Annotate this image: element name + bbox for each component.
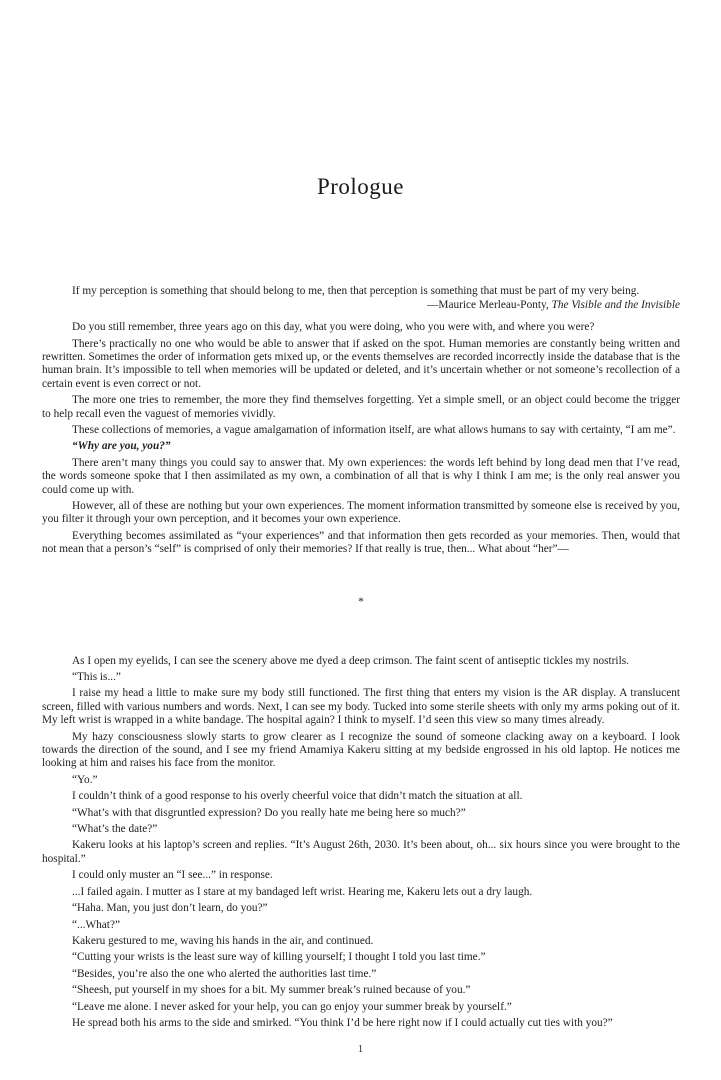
scene-separator: * (358, 595, 364, 608)
paragraph: Do you still remember, three years ago on this day, what you were doing, who you were with, and where you were? (72, 321, 595, 334)
paragraph: My hazy consciousness slowly starts to grow clearer as I recognize the sound of someone clacking away on a keyboard. I look towards the direction of the sound, and I see my friend Amamiya Kakeru sitting at my bedside engrossed in his old laptop. He notices me looking at him and raises his face from the monitor. (42, 730, 680, 770)
paragraph: He spread both his arms to the side and smirked. “You think I’d be here right now if I could actually cut ties with you?” (72, 1016, 613, 1029)
paragraph: The more one tries to remember, the more they find themselves forgetting. Yet a simple smell, or an object could become the trigger to help recall even the vaguest of memories vividly. (42, 394, 680, 420)
paragraph: “What’s the date?” (72, 823, 158, 836)
paragraph: “Besides, you’re also the one who alerted the authorities last time.” (72, 967, 377, 980)
paragraph: “Cutting your wrists is the least sure way of killing yourself; I thought I told you last time.” (72, 951, 486, 964)
paragraph: Everything becomes assimilated as “your experiences” and that information then gets recorded as your memories. Then, would that not mean that a person’s “self” is comprised of only their memories? If that really is true, then... What about “her”— (42, 529, 680, 556)
text-block (42, 285, 680, 1030)
epigraph (42, 285, 680, 312)
paragraph: “Sheesh, put yourself in my shoes for a bit. My summer break’s ruined because of you.” (72, 984, 471, 997)
paragraph: These collections of memories, a vague amalgamation of information itself, are what allows humans to say with certainty, “I am me”. (72, 423, 676, 436)
paragraph: I raise my head a little to make sure my body still functioned. The first thing that enters my vision is the AR display. A translucent screen, filled with various numbers and words. Next, I can see my body. Tucked into some sterile sheets with only my arms poking out of it. My left wrist is wrapped in a white bandage. The hospital again? I think to myself. I’d seen this view so many times already. (42, 687, 680, 727)
chapter-title: Prologue (316, 174, 405, 199)
paragraph: I could only muster an “I see...” in response. (72, 869, 273, 882)
epigraph-attribution-author: —Maurice Merleau-Ponty, (427, 298, 552, 311)
paragraph: “Haha. Man, you just don’t learn, do you?” (72, 902, 268, 915)
epigraph-attribution (42, 299, 680, 312)
paragraph: ...I failed again. I mutter as I stare at my bandaged left wrist. Hearing me, Kakeru lets out a dry laugh. (72, 885, 533, 898)
paragraph: There aren’t many things you could say to answer that. My own experiences: the words left behind by long dead men that I’ve read, the words someone spoke that I then assimilated as my own, a combination of all that is why I think I am me; is the only real answer you could come up with. (42, 456, 680, 496)
paragraph: “Leave me alone. I never asked for your help, you can go enjoy your summer break by yourself.” (72, 1000, 512, 1013)
epigraph-quote: If my perception is something that should belong to me, then that perception is something that must be part of my very being. (72, 285, 640, 298)
paragraph: “Yo.” (72, 773, 98, 786)
paragraph: As I open my eyelids, I can see the scenery above me dyed a deep crimson. The faint scent of antiseptic tickles my nostrils. (72, 654, 629, 667)
paragraph: There’s practically no one who would be able to answer that if asked on the spot. Human memories are constantly being written and rewritten. Sometimes the order of information gets mixed up, or the events themselves are recorded incorrectly inside the database that is the human brain. It’s impossible to tell when memories will be updated or deleted, and it’s uncertain whether or not someone’s recollection of a certain event is even correct or not. (42, 337, 680, 390)
paragraph: “Why are you, you?” (72, 440, 171, 453)
section-hospital (42, 655, 680, 1031)
epigraph-attribution-work-title: The Visible and the Invisible (551, 298, 680, 311)
paragraph: Kakeru looks at his laptop’s screen and replies. “It’s August 26th, 2030. It’s been about, oh... six hours since you were brought to the hospital.” (42, 839, 680, 865)
paragraph: “...What?” (72, 918, 120, 931)
paragraph: “What’s with that disgruntled expression? Do you really hate me being here so much?” (72, 806, 466, 819)
paragraph: I couldn’t think of a good response to his overly cheerful voice that didn’t match the situation at all. (72, 790, 523, 803)
paragraph: However, all of these are nothing but your own experiences. The moment information transmitted by someone else is received by you, you filter it through your own perception, and it becomes your own experience. (42, 499, 680, 526)
paragraph: “This is...” (72, 671, 121, 684)
section-intro (42, 321, 680, 557)
page-number: 1 (357, 1044, 364, 1055)
paragraph: Kakeru gestured to me, waving his hands in the air, and continued. (72, 934, 374, 947)
